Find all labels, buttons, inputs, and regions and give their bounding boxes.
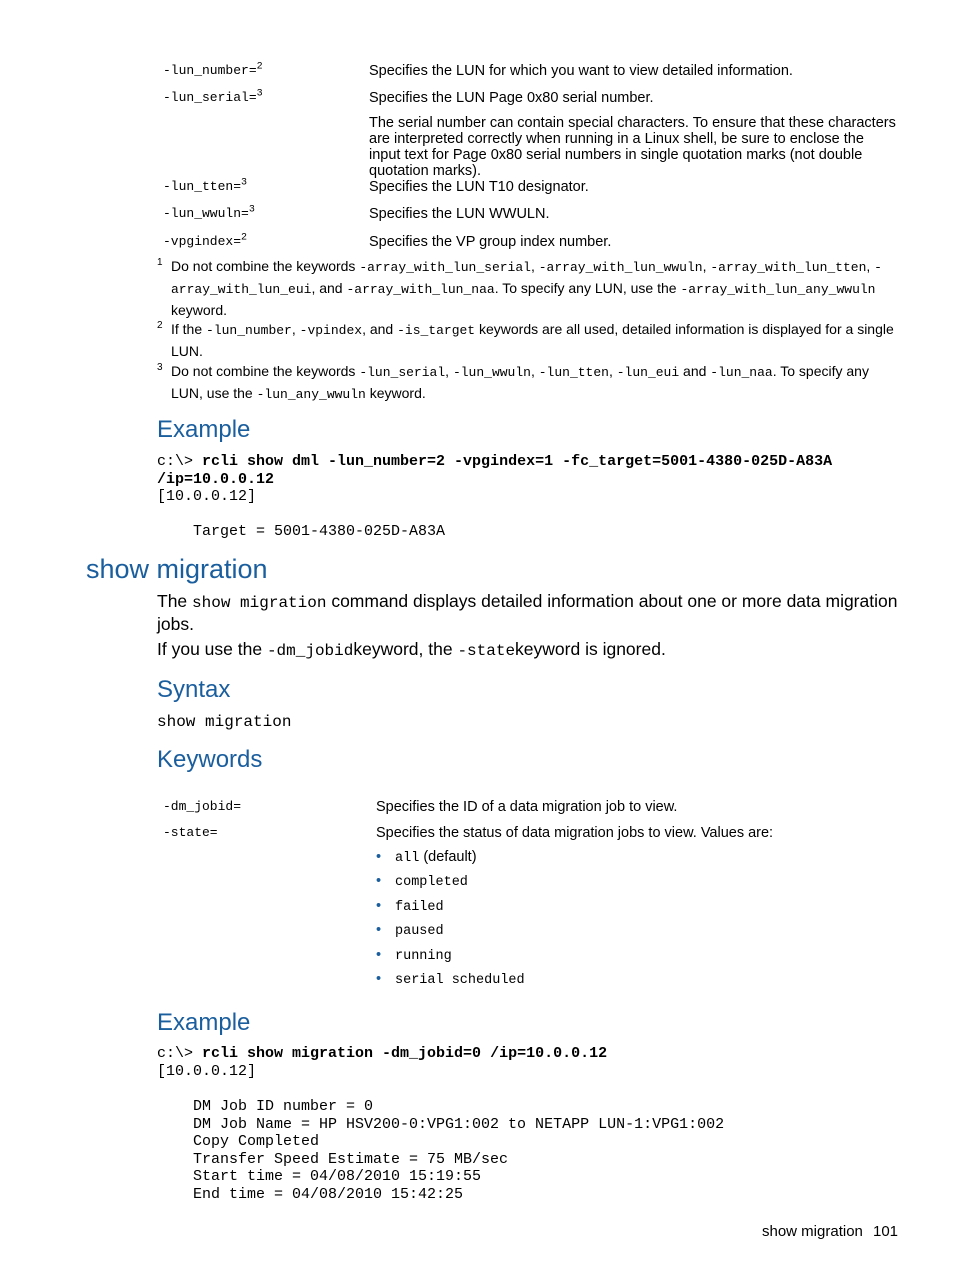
footnote-2: 2 If the -lun_number, -vpindex, and -is_target keywords are all used, detailed information is displayed for a single LUN. [157,319,897,362]
state-value-item: • paused [376,922,444,939]
keyword-dm-jobid-desc: Specifies the ID of a data migration job to view. [376,799,678,815]
bullet-icon: • [376,971,382,987]
keyword-vpgindex-desc: Specifies the VP group index number. [369,234,612,250]
keyword-state-desc: Specifies the status of data migration jobs to view. Values are: [376,825,774,841]
example-1-heading: Example [157,416,251,443]
example-2-command: c:\> rcli show migration -dm_jobid=0 /ip=10.0.0.12 [157,1045,608,1062]
example-1-command: c:\> rcli show dml -lun_number=2 -vpgindex=1 -fc_target=5001-4380-025D-A83A /ip=10.0.0.12 [157,453,833,488]
bullet-icon: • [376,922,382,938]
syntax-text: show migration [157,713,292,731]
example-2-output: [10.0.0.12] DM Job ID number = 0 DM Job Name = HP HSV200-0:VPG1:002 to NETAPP LUN-1:VPG1:002 Copy Completed Transfer Speed Estimate = 75 MB/sec Start time = 04/08/2010 15:19:55 End time = 04/08/2010 15:42:25 [157,1063,725,1203]
bullet-icon: • [376,947,382,963]
keyword-dm-jobid: -dm_jobid= [163,799,242,814]
keyword-lun-tten-desc: Specifies the LUN T10 designator. [369,179,589,195]
bullet-icon: • [376,849,382,865]
footnote-2-number: 2 [157,320,163,331]
section-title: show migration [86,554,268,584]
keyword-lun-wwuln: -lun_wwuln=$^3$ [163,204,255,221]
bullet-icon: • [376,873,382,889]
state-value-item: • serial scheduled [376,971,525,988]
keywords-heading: Keywords [157,746,263,773]
keyword-lun-tten: -lun_tten=$^3$ [163,177,248,194]
keyword-lun-number-desc: Specifies the LUN for which you want to view detailed information. [369,63,793,79]
footnote-1: 1 Do not combine the keywords -array_with_lun_serial, -array_with_lun_wwuln, -array_with_lun_tten, -array_with_lun_eui, and -array_with_lun_naa. To specify any LUN, use the -array_with_lun_any_wwuln keyword. [157,256,897,321]
keyword-lun-wwuln-desc: Specifies the LUN WWULN. [369,206,550,222]
state-value-item: • failed [376,898,444,915]
example-1-output: [10.0.0.12] Target = 5001-4380-025D-A83A [157,488,446,540]
keyword-lun-serial-desc: Specifies the LUN Page 0x80 serial number. [369,90,654,106]
state-value-item: • all (default) [376,849,477,866]
section-note: If you use the -dm_jobidkeyword, the -statekeyword is ignored. [157,639,666,660]
footnote-3-number: 3 [157,362,163,373]
footer-section-label: show migration [762,1223,863,1240]
page-number: 101 [873,1223,899,1240]
keyword-lun-serial: -lun_serial=$^3$ [163,88,263,105]
keyword-lun-number: -lun_number=$^2$ [163,61,263,78]
keyword-state: -state= [163,825,218,840]
example-2-heading: Example [157,1009,251,1036]
serial-note: The serial number can contain special characters. To ensure that these characters are interpreted correctly when running in a Linux shell, be sure to enclose the input text for Page 0x80 serial numbers in single quotation marks (not double quotation marks). [369,115,896,179]
keyword-vpgindex: -vpgindex=$^2$ [163,232,248,249]
footnote-1-number: 1 [157,257,163,268]
state-value-item: • completed [376,873,468,890]
state-value-item: • running [376,947,452,964]
footnote-3: 3 Do not combine the keywords -lun_serial, -lun_wwuln, -lun_tten, -lun_eui and -lun_naa. To specify any LUN, use the -lun_any_wwuln keyword. [157,361,897,405]
bullet-icon: • [376,898,382,914]
section-intro: The show migration command displays detailed information about one or more data migration jobs. [157,591,898,634]
syntax-heading: Syntax [157,676,231,703]
